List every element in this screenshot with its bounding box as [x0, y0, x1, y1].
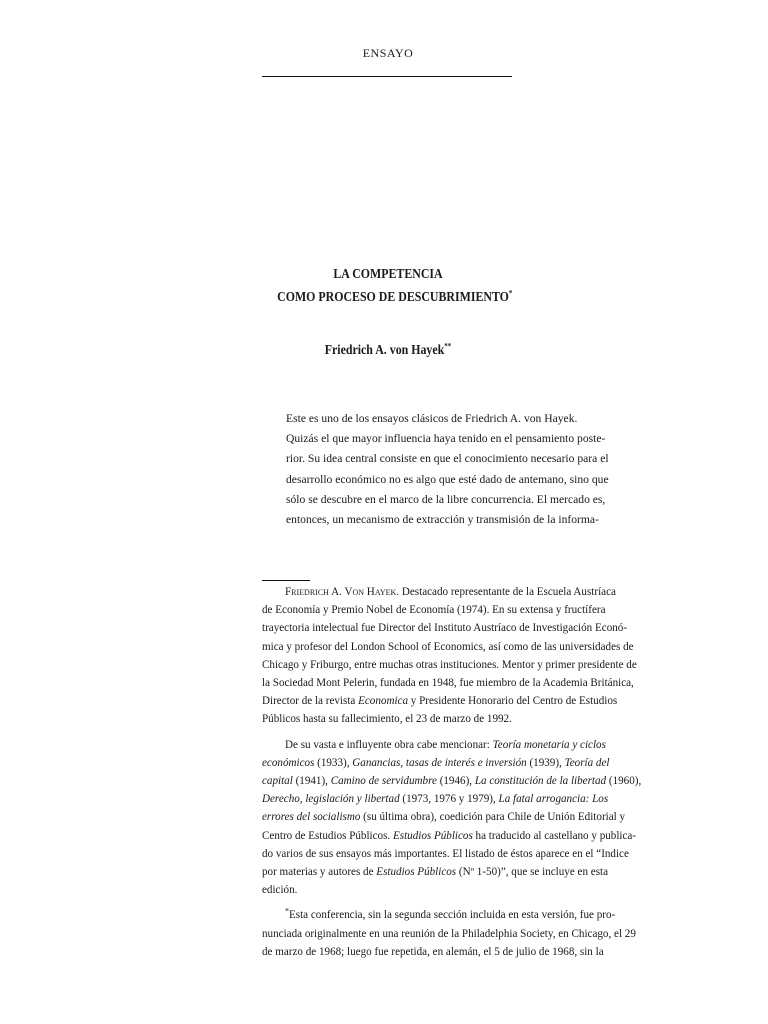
- abstract-line: Este es uno de los ensayos clásicos de Friedrich A. von Hayek.: [286, 412, 578, 425]
- work-title: capital: [262, 775, 293, 788]
- abstract-line: rior. Su idea central consiste en que el conocimiento necesario para el: [286, 452, 609, 466]
- footnote-line: [262, 827, 637, 845]
- title-footnote-marker: *: [508, 288, 513, 298]
- footnote-line: Públicos hasta su fallecimiento, el 23 de marzo de 1992.: [262, 713, 512, 726]
- running-head: ENSAYO: [362, 46, 414, 60]
- footnotes: [262, 583, 642, 961]
- work-title: errores del socialismo: [262, 811, 361, 824]
- footnote-text: . Destacado representante de la Escuela Austríaca: [396, 586, 616, 598]
- footnote-gap: [262, 729, 512, 736]
- footnote-text: (1941),: [292, 775, 331, 788]
- abstract-line: sólo se descubre en el marco de la libre concurrencia. El mercado es,: [286, 492, 606, 506]
- footnote-line: de Economía y Premio Nobel de Economía (1974). En su extensa y fructífera: [262, 604, 606, 617]
- footnote-line: nunciada originalmente en una reunión de la Philadelphia Society, en Chicago, el 29: [262, 927, 636, 940]
- footnote-text: Director de la revista: [262, 695, 359, 708]
- journal-title: Economica: [358, 695, 409, 708]
- footnote-line: trayectoria intelectual fue Director del Instituto Austríaco de Investigación Econó-: [262, 622, 628, 635]
- title-line-1: LA COMPETENCIA: [333, 266, 443, 281]
- journal-title: Estudios Públicos: [376, 866, 457, 879]
- title-line-2: [277, 285, 513, 308]
- footnote-line: [262, 808, 626, 826]
- footnote-line: mica y profesor del London School of Economics, así como de las universidades de: [262, 640, 634, 653]
- footnote-text: (1946),: [436, 775, 475, 788]
- footnote-text: (1933),: [314, 756, 353, 769]
- footnote-gap: [262, 899, 512, 906]
- footnote-line: edición.: [262, 884, 298, 897]
- footnote-line: [262, 863, 609, 881]
- work-title: Derecho, legislación y libertad: [262, 793, 400, 806]
- footnote-text: ha traducido al castellano y publica-: [472, 829, 637, 842]
- article-title: [277, 262, 513, 308]
- author-text: Friedrich A. von Hayek: [324, 342, 445, 357]
- work-title: Camino de servidumbre: [330, 775, 437, 788]
- footnote-text: (su última obra), coedición para Chile de Unión Editorial y: [360, 811, 626, 824]
- footnote-line: [262, 772, 642, 790]
- abstract-line: entonces, un mecanismo de extracción y transmisión de la informa-: [286, 513, 599, 527]
- footnote-line: Chicago y Friburgo, entre muchas otras instituciones. Mentor y primer presidente de: [262, 658, 637, 671]
- work-title: Ganancias, tasas de interés e inversión: [352, 756, 527, 769]
- header-rule: [262, 76, 512, 77]
- abstract-line: Quizás el que mayor influencia haya tenido en el pensamiento poste-: [286, 432, 606, 446]
- footnote-marker: *: [285, 906, 289, 916]
- journal-title: Estudios Públicos: [392, 829, 473, 842]
- footnote-text: (1939),: [526, 756, 565, 769]
- footnote-text: (1960),: [606, 775, 642, 788]
- footnote-rule: [262, 580, 310, 581]
- work-title: La constitución de la libertad: [474, 775, 607, 788]
- author-footnote-marker: **: [444, 341, 452, 351]
- footnote-line: do varios de sus ensayos más importantes. El listado de éstos aparece en el “Indice: [262, 847, 629, 860]
- footnote-line: [262, 583, 616, 601]
- footnote-author-name: Friedrich A. Von Hayek: [285, 586, 397, 598]
- footnote-text: por materias y autores de: [262, 866, 377, 879]
- work-title: La fatal arrogancia: Los: [498, 793, 609, 806]
- footnote-text: (1973, 1976 y 1979),: [399, 793, 499, 806]
- work-title: Teoría monetaria y ciclos: [492, 738, 606, 751]
- footnote-line: [262, 754, 610, 772]
- work-title: Teoría del: [564, 756, 610, 769]
- footnote-line: [262, 736, 606, 754]
- footnote-line: [262, 906, 616, 924]
- footnote-text: De su vasta e influyente obra cabe mencionar:: [285, 738, 493, 751]
- author-name: [277, 342, 499, 358]
- footnote-line: la Sociedad Mont Pelerin, fundada en 1948, fue miembro de la Academia Británica,: [262, 677, 634, 690]
- footnote-text: y Presidente Honorario del Centro de Estudios: [408, 695, 618, 708]
- footnote-text: (Nº 1-50)”, que se incluye en esta: [456, 866, 609, 879]
- work-title: económicos: [262, 756, 315, 769]
- footnote-line: [262, 692, 618, 710]
- title-line-2-text: COMO PROCESO DE DESCUBRIMIENTO: [277, 289, 509, 304]
- footnote-line: [262, 790, 609, 808]
- abstract-line: desarrollo económico no es algo que esté dado de antemano, sino que: [286, 472, 609, 486]
- footnote-text: Centro de Estudios Públicos.: [262, 829, 393, 842]
- footnote-text: Esta conferencia, sin la segunda sección incluida en esta versión, fue pro-: [289, 909, 616, 922]
- footnote-line: de marzo de 1968; luego fue repetida, en alemán, el 5 de julio de 1968, sin la: [262, 945, 604, 958]
- abstract: [286, 409, 609, 530]
